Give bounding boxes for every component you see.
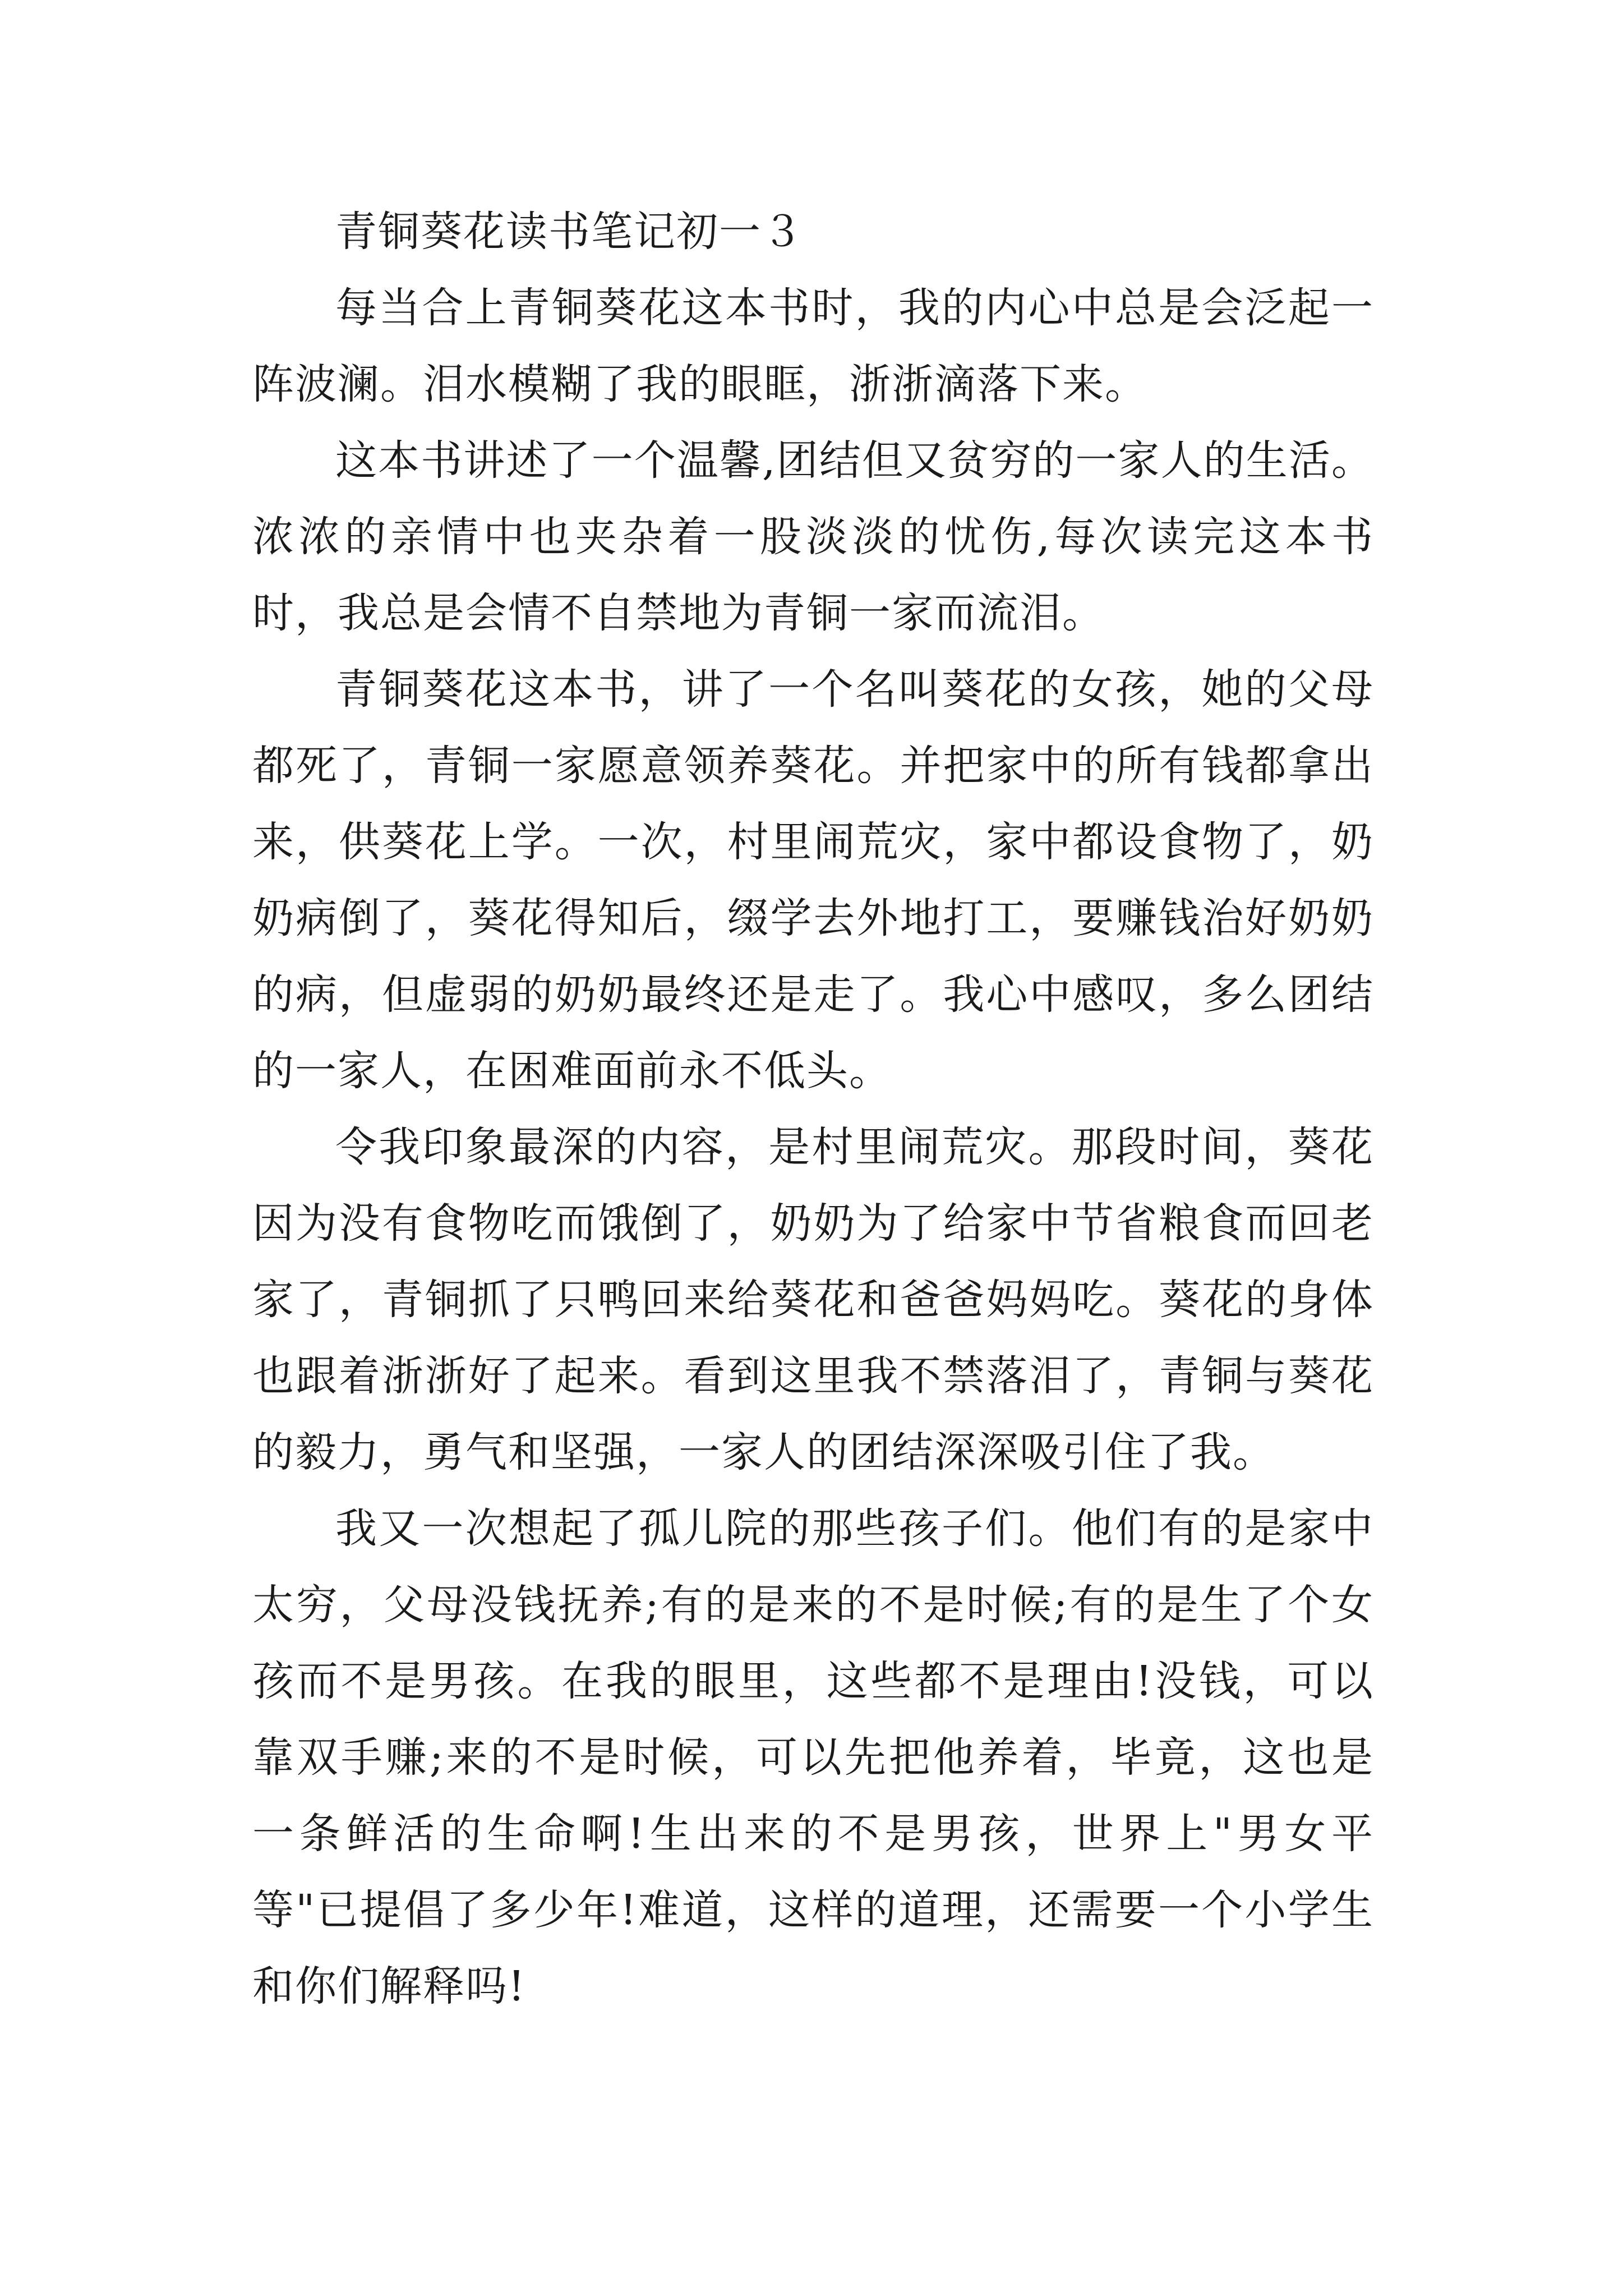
paragraph-3: 青铜葵花这本书，讲了一个名叫葵花的女孩，她的父母都死了，青铜一家愿意领养葵花。并把家中的所有钱都拿出来，供葵花上学。一次，村里闹荒灾，家中都设食物了，奶奶病倒了，葵花得知后，缀学去外地打工，要赚钱治好奶奶的病，但虚弱的奶奶最终还是走了。我心中感叹，多么团结的一家人，在困难面前永不低头。 [252, 665, 1374, 1095]
paragraph-4: 令我印象最深的内容，是村里闹荒灾。那段时间，葵花因为没有食物吃而饿倒了，奶奶为了给家中节省粮食而回老家了，青铜抓了只鸭回来给葵花和爸爸妈妈吃。葵花的身体也跟着浙浙好了起来。看到这里我不禁落泪了，青铜与葵花的毅力，勇气和坚强，一家人的团结深深吸引住了我。 [252, 1123, 1374, 1476]
paragraph-2: 这本书讲述了一个温馨,团结但又贫穷的一家人的生活。浓浓的亲情中也夹杂着一股淡淡的忧伤,每次读完这本书时，我总是会情不自禁地为青铜一家而流泪。 [252, 436, 1374, 637]
document-title: 青铜葵花读书笔记初一３ [335, 208, 804, 256]
paragraph-5: 我又一次想起了孤儿院的那些孩子们。他们有的是家中太穷，父母没钱抚养;有的是来的不是时候;有的是生了个女孩而不是男孩。在我的眼里，这些都不是理由!没钱，可以靠双手赚;来的不是时候，可以先把他养着，毕竟，这也是一条鲜活的生命啊!生出来的不是男孩，世界上"男女平等"已提倡了多少年!难道，这样的道理，还需要一个小学生和你们解释吗! [252, 1504, 1374, 2010]
document-body [252, 194, 1374, 2024]
paragraph-1: 每当合上青铜葵花这本书时，我的内心中总是会泛起一阵波澜。泪水模糊了我的眼眶，浙浙滴落下来。 [252, 284, 1374, 408]
